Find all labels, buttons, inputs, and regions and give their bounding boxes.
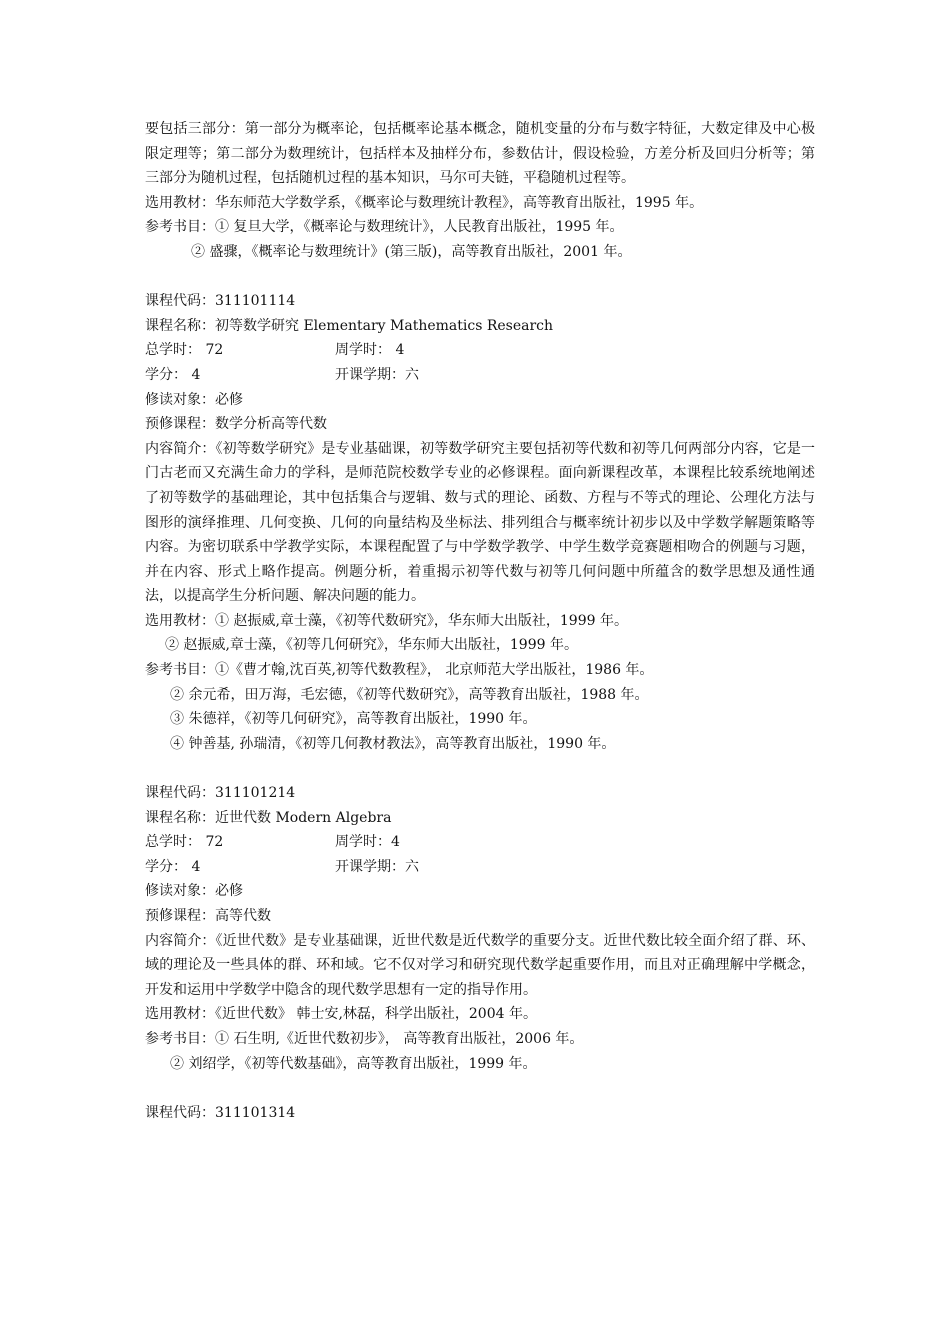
document-body xyxy=(145,117,815,1125)
weekly-hours: 周学时： 4 xyxy=(335,342,405,359)
total-hours: 总学时： 72 xyxy=(145,834,224,851)
course-reference-4: ④ 钟善基, 孙瑞清，《初等几何教材教法》，高等教育出版社，1990 年。 xyxy=(170,735,616,752)
course-code: 课程代码：311101214 xyxy=(145,785,296,802)
course-reference-3: ③ 朱德祥，《初等几何研究》，高等教育出版社，1990 年。 xyxy=(170,711,537,728)
course-credits-row xyxy=(145,855,815,880)
course-credits-row xyxy=(145,363,815,388)
course-code: 课程代码：311101314 xyxy=(145,1104,296,1121)
course-reference-2: ② 刘绍学，《初等代数基础》，高等教育出版社，1999 年。 xyxy=(170,1055,537,1072)
spacer xyxy=(145,756,815,781)
course-textbook-2: ② 赵振威,章士藻，《初等几何研究》，华东师大出版社，1999 年。 xyxy=(165,637,578,654)
total-hours: 总学时： 72 xyxy=(145,342,224,359)
spacer xyxy=(145,1076,815,1101)
course-name: 课程名称：近世代数 Modern Algebra xyxy=(145,809,392,826)
probability-reference-2: ② 盛骤，《概率论与数理统计》(第三版)，高等教育出版社，2001 年。 xyxy=(191,243,632,260)
course-hours-row xyxy=(145,830,815,855)
course-prerequisites: 预修课程：高等代数 xyxy=(145,908,271,924)
semester: 开课学期：六 xyxy=(335,858,419,875)
course-reference-1: 参考书目：①《曹才翰,沈百英,初等代数教程》， 北京师范大学出版社，1986 年。 xyxy=(145,662,654,679)
course-block-elementary-math xyxy=(145,289,815,756)
course-prerequisites: 预修课程：数学分析高等代数 xyxy=(145,416,327,433)
course-textbook: 选用教材：《近世代数》 韩士安,林磊，科学出版社，2004 年。 xyxy=(145,1006,537,1023)
course-textbook-1: 选用教材：① 赵振威,章士藻，《初等代数研究》，华东师大出版社，1999 年。 xyxy=(145,612,628,629)
course-code: 课程代码：311101114 xyxy=(145,293,296,310)
course-description: 内容简介：《近世代数》是专业基础课，近世代数是近代数学的重要分支。近世代数比较全面介绍了群、环、域的理论及一些具体的群、环和域。它不仅对学习和研究现代数学起重要作用，而且对正确理解中学概念，开发和运用中学数学中隐含的现代数学思想有一定的指导作用。 xyxy=(145,932,815,998)
credits: 学分： 4 xyxy=(145,366,201,383)
course-reference-2: ② 余元希，田万海，毛宏德，《初等代数研究》，高等教育出版社，1988 年。 xyxy=(170,686,649,703)
course-target: 修读对象：必修 xyxy=(145,391,243,408)
weekly-hours: 周学时：4 xyxy=(335,834,400,851)
course-hours-row xyxy=(145,338,815,363)
probability-textbook: 选用教材：华东师范大学数学系，《概率论与数理统计教程》，高等教育出版社，1995 年。 xyxy=(145,194,704,211)
course-description: 内容简介：《初等数学研究》是专业基础课，初等数学研究主要包括初等代数和初等几何两部分内容，它是一门古老而又充满生命力的学科，是师范院校数学专业的必修课程。面向新课程改革，本课程比较系统地阐述了初等数学的基础理论，其中包括集合与逻辑、数与式的理论、函数、方程与不等式的理论、公理化方法与图形的演绎推理、几何变换、几何的向量结构及坐标法、排列组合与概率统计初步以及中学数学解题策略等内容。为密切联系中学教学实际，本课程配置了与中学数学教学、中学生数学竞赛题相吻合的例题与习题，并在内容、形式上略作提高。例题分析，着重揭示初等代数与初等几何问题中所蕴含的数学思想及通性通法，以提高学生分析问题、解决问题的能力。 xyxy=(145,440,815,605)
course-block-next xyxy=(145,1101,815,1126)
course-reference-1: 参考书目：① 石生明,《近世代数初步》， 高等教育出版社，2006 年。 xyxy=(145,1030,584,1047)
course-target: 修读对象：必修 xyxy=(145,883,243,900)
course-block-modern-algebra xyxy=(145,781,815,1076)
spacer xyxy=(145,265,815,290)
semester: 开课学期：六 xyxy=(335,366,419,383)
probability-course-intro-tail: 要包括三部分：第一部分为概率论，包括概率论基本概念，随机变量的分布与数字特征，大数定律及中心极限定理等；第二部分为数理统计，包括样本及抽样分布，参数估计，假设检验，方差分析及回归分析等；第三部分为随机过程，包括随机过程的基本知识，马尔可夫链，平稳随机过程等。 xyxy=(145,121,815,187)
probability-reference-1: 参考书目：① 复旦大学，《概率论与数理统计》，人民教育出版社，1995 年。 xyxy=(145,219,624,236)
course-name: 课程名称：初等数学研究 Elementary Mathematics Research xyxy=(145,317,554,334)
credits: 学分： 4 xyxy=(145,858,201,875)
